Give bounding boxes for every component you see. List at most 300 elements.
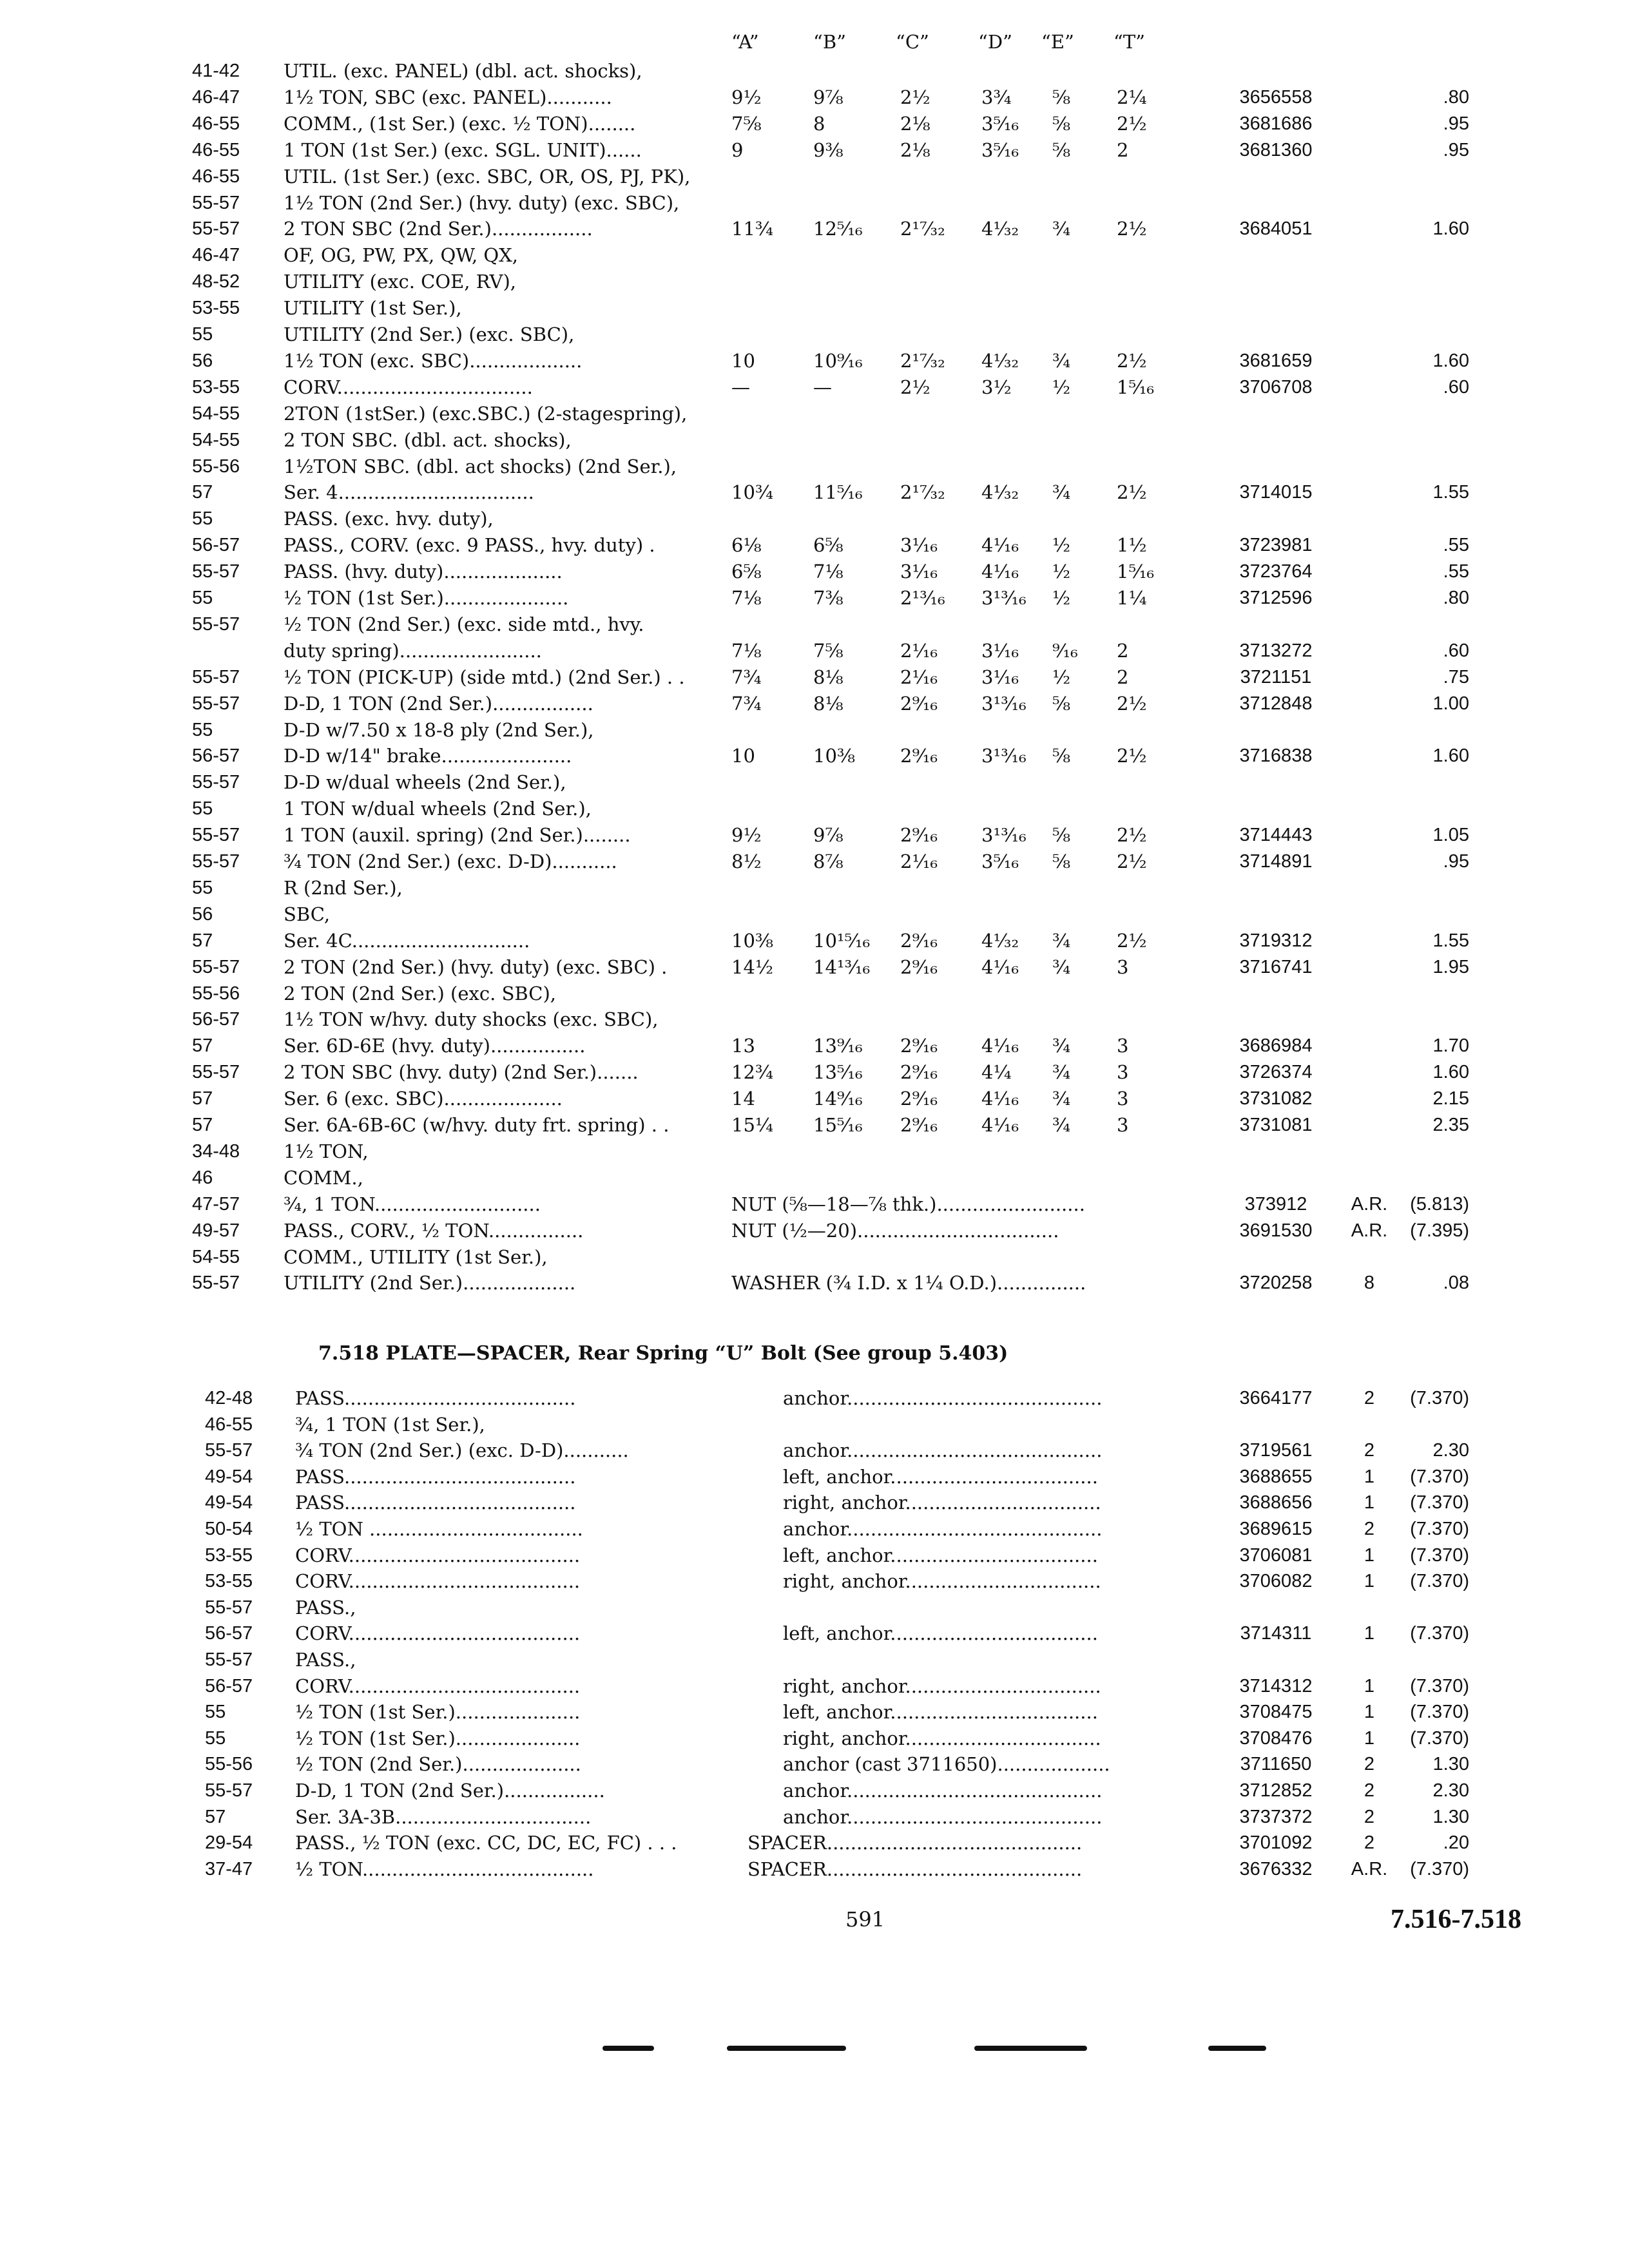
table-row	[0, 559, 1629, 584]
part-number-cell: 3712852	[1239, 1780, 1313, 1801]
application-cell: 2 TON (2nd Ser.) (hvy. duty) (exc. SBC) .	[284, 956, 668, 978]
dim-a-cell: 6⅛	[731, 534, 762, 557]
dim-e-cell: ⅝	[1052, 850, 1071, 872]
table-row	[0, 1412, 1629, 1437]
table-row	[0, 875, 1629, 901]
section-7-518-title: 7.518 PLATE—SPACER, Rear Spring “U” Bolt (See group 5.403)	[318, 1342, 1008, 1365]
application-cell: D-D w/14" brake......................	[284, 745, 572, 767]
dim-a-cell: 11¾	[731, 218, 774, 240]
dim-d-cell: 4¹⁄₃₂	[981, 218, 1019, 240]
years-cell: 49-54	[205, 1492, 253, 1514]
column-header-c: “C”	[896, 31, 929, 53]
part-number-cell: 3716838	[1239, 745, 1313, 767]
part-number-cell: 3706081	[1239, 1544, 1313, 1566]
application-cell: 2 TON SBC (2nd Ser.).................	[284, 218, 593, 240]
dim-a-cell: 7⅛	[731, 587, 762, 609]
application-cell: PASS.......................................	[295, 1387, 576, 1409]
dim-t-cell: 2½	[1117, 692, 1147, 715]
description-cell: right, anchor.................................	[783, 1727, 1101, 1749]
dim-d-cell: 4¹⁄₃₂	[981, 481, 1019, 504]
application-cell: OF, OG, PW, PX, QW, QX,	[284, 244, 519, 267]
dim-e-cell: ⅝	[1052, 86, 1071, 108]
application-cell: Ser. 6 (exc. SBC)....................	[284, 1088, 563, 1110]
table-row	[0, 454, 1629, 479]
years-cell: 55	[192, 508, 213, 530]
years-cell: 55-57	[192, 851, 240, 872]
price-cell: (7.395)	[1410, 1220, 1469, 1241]
application-cell: 1½ TON w/hvy. duty shocks (exc. SBC),	[284, 1008, 659, 1031]
dim-b-cell: 11⁵⁄₁₆	[813, 481, 863, 504]
dim-b-cell: 9⅜	[813, 139, 843, 161]
dim-d-cell: 3¹⁄₁₆	[981, 666, 1019, 688]
table-row	[0, 58, 1629, 84]
years-cell: 53-55	[192, 298, 240, 319]
dim-c-cell: 3¹⁄₁₆	[900, 561, 938, 583]
years-cell: 46-55	[192, 113, 240, 134]
dim-b-cell: —	[813, 376, 832, 398]
dim-e-cell: ¾	[1052, 349, 1071, 372]
price-cell: (7.370)	[1410, 1466, 1469, 1487]
dim-c-cell: 2¹³⁄₁₆	[900, 587, 945, 609]
table-row	[0, 717, 1629, 743]
dim-b-cell: 8⅛	[813, 666, 843, 688]
table-row	[0, 1490, 1629, 1515]
dim-t-cell: 2½	[1117, 745, 1147, 767]
quantity-cell: 1	[1364, 1623, 1375, 1644]
part-number-cell: 3714015	[1239, 482, 1313, 503]
dim-c-cell: 2¹⁄₁₆	[900, 850, 938, 872]
price-cell: (7.370)	[1410, 1623, 1469, 1644]
dim-a-cell: 7⅝	[731, 112, 762, 135]
description-cell: anchor...........................................	[783, 1518, 1103, 1540]
dim-t-cell: 3	[1117, 956, 1129, 978]
price-cell: 1.60	[1432, 745, 1469, 767]
dim-d-cell: 3¹³⁄₁₆	[981, 824, 1027, 847]
dim-t-cell: 2½	[1117, 218, 1147, 240]
years-cell: 41-42	[192, 61, 240, 81]
dim-c-cell: 2¹⁄₁₆	[900, 666, 938, 688]
price-cell: 1.60	[1432, 1062, 1469, 1083]
dim-t-cell: 2¼	[1117, 86, 1147, 108]
table-row	[0, 1244, 1629, 1270]
application-cell: 1½ TON,	[284, 1140, 369, 1162]
application-cell: PASS., CORV., ½ TON................	[284, 1219, 584, 1242]
years-cell: 55	[192, 719, 213, 740]
table-row	[0, 1647, 1629, 1673]
quantity-cell: 2	[1364, 1780, 1375, 1801]
price-cell: .95	[1443, 851, 1469, 872]
dim-d-cell: 3⁵⁄₁₆	[981, 112, 1019, 135]
application-cell: ½ TON (1st Ser.).....................	[295, 1701, 581, 1724]
years-cell: 49-57	[192, 1220, 240, 1241]
years-cell: 55-56	[192, 983, 240, 1004]
table-row	[0, 1270, 1629, 1296]
application-cell: D-D, 1 TON (2nd Ser.).................	[284, 692, 593, 715]
part-number-cell: 3706082	[1239, 1571, 1313, 1592]
part-number-cell: 3719312	[1239, 930, 1313, 951]
description-cell: NUT (⅝—18—⅞ thk.).........................	[731, 1193, 1085, 1215]
quantity-cell: 1	[1364, 1466, 1375, 1487]
dim-b-cell: 15⁵⁄₁₆	[813, 1114, 863, 1136]
dim-d-cell: 4¹⁄₁₆	[981, 1035, 1019, 1057]
dim-e-cell: ⅝	[1052, 112, 1071, 135]
table-row	[0, 1086, 1629, 1111]
dim-t-cell: 2	[1117, 139, 1129, 161]
application-cell: UTIL. (1st Ser.) (exc. SBC, OR, OS, PJ, PK),	[284, 165, 691, 187]
years-cell: 42-48	[205, 1388, 253, 1408]
dim-e-cell: ¾	[1052, 956, 1071, 978]
dim-e-cell: ⅝	[1052, 139, 1071, 161]
table-row	[0, 954, 1629, 980]
part-number-cell: 3726374	[1239, 1062, 1313, 1083]
dim-e-cell: ⅝	[1052, 824, 1071, 847]
table-row	[0, 1620, 1629, 1646]
application-cell: R (2nd Ser.),	[284, 876, 403, 899]
dim-e-cell: ¾	[1052, 1088, 1071, 1110]
part-number-cell: 3714891	[1239, 851, 1313, 872]
table-row	[0, 1725, 1629, 1751]
application-cell: ¾, 1 TON (1st Ser.),	[295, 1413, 485, 1436]
years-cell: 46-47	[192, 245, 240, 266]
years-cell: 57	[192, 1088, 213, 1110]
part-number-cell: 3714443	[1239, 825, 1313, 846]
years-cell: 57	[205, 1806, 226, 1827]
dim-c-cell: 2⁹⁄₁₆	[900, 956, 938, 978]
application-cell: PASS.,	[295, 1649, 356, 1671]
application-cell: PASS.,	[295, 1596, 356, 1619]
dim-t-cell: 2½	[1117, 929, 1147, 952]
price-cell: .20	[1443, 1832, 1469, 1854]
table-row	[0, 137, 1629, 163]
years-cell: 55-57	[192, 956, 240, 977]
part-number-cell: 3714312	[1239, 1675, 1313, 1696]
application-cell: Ser. 6A-6B-6C (w/hvy. duty frt. spring) . .	[284, 1114, 670, 1136]
table-row	[0, 111, 1629, 137]
table-row	[0, 638, 1629, 664]
dim-b-cell: 10¹⁵⁄₁₆	[813, 929, 871, 952]
quantity-cell: 1	[1364, 1675, 1375, 1696]
price-cell: 1.05	[1432, 825, 1469, 846]
column-header-d: “D”	[978, 31, 1012, 53]
table-row	[0, 796, 1629, 822]
application-cell: ½ TON (PICK-UP) (side mtd.) (2nd Ser.) . .	[284, 666, 685, 688]
dim-b-cell: 14¹³⁄₁₆	[813, 956, 871, 978]
part-number-cell: 3711650	[1240, 1754, 1312, 1775]
price-cell: (7.370)	[1410, 1571, 1469, 1592]
dim-a-cell: 13	[731, 1035, 755, 1057]
price-cell: (7.370)	[1410, 1492, 1469, 1514]
application-cell: COMM., UTILITY (1st Ser.),	[284, 1245, 548, 1268]
scan-mark	[974, 2046, 1087, 2051]
dim-e-cell: ⅝	[1052, 692, 1071, 715]
table-row	[0, 849, 1629, 874]
dim-a-cell: 9	[731, 139, 744, 161]
dim-e-cell: ½	[1052, 587, 1071, 609]
description-cell: anchor...........................................	[783, 1805, 1103, 1828]
dim-d-cell: 3¹³⁄₁₆	[981, 587, 1027, 609]
application-cell: D-D, 1 TON (2nd Ser.).................	[295, 1780, 605, 1802]
table-row	[0, 664, 1629, 690]
description-cell: right, anchor.................................	[783, 1675, 1101, 1697]
dim-t-cell: 1⁵⁄₁₆	[1117, 376, 1155, 398]
years-cell: 55-56	[205, 1754, 253, 1775]
price-cell: .55	[1443, 561, 1469, 582]
dim-t-cell: 2	[1117, 639, 1129, 662]
dim-b-cell: 6⅝	[813, 534, 843, 557]
part-number-cell: 3721151	[1240, 666, 1312, 687]
application-cell: UTILITY (1st Ser.),	[284, 297, 462, 320]
price-cell: .55	[1443, 535, 1469, 556]
table-row	[0, 1191, 1629, 1217]
page-number: 591	[845, 1907, 885, 1932]
column-header-e: “E”	[1041, 31, 1074, 53]
table-row	[0, 1595, 1629, 1620]
dim-c-cell: 2¹⁷⁄₃₂	[900, 218, 945, 240]
application-cell: 1 TON (1st Ser.) (exc. SGL. UNIT)......	[284, 139, 642, 161]
table-row	[0, 374, 1629, 400]
column-header-t: “T”	[1113, 31, 1145, 53]
scan-mark	[602, 2046, 654, 2051]
dim-a-cell: 10⅜	[731, 929, 774, 952]
dim-t-cell: 1½	[1117, 534, 1147, 557]
table-row	[0, 190, 1629, 216]
table-row	[0, 1542, 1629, 1568]
application-cell: 1½ TON (2nd Ser.) (hvy. duty) (exc. SBC),	[284, 191, 680, 214]
table-row	[0, 1516, 1629, 1542]
price-cell: (7.370)	[1410, 1858, 1469, 1879]
dim-c-cell: 2¹⁷⁄₃₂	[900, 349, 945, 372]
years-cell: 55-57	[192, 192, 240, 213]
dim-e-cell: ⁹⁄₁₆	[1052, 639, 1078, 662]
dim-t-cell: 3	[1117, 1114, 1129, 1136]
part-number-cell: 3723764	[1239, 561, 1313, 582]
application-cell: ½ TON (1st Ser.).....................	[284, 587, 569, 609]
application-cell: 1 TON w/dual wheels (2nd Ser.),	[284, 798, 592, 820]
years-cell: 56	[192, 350, 213, 371]
dim-a-cell: 7¾	[731, 666, 762, 688]
quantity-cell: A.R.	[1351, 1220, 1388, 1241]
dim-a-cell: 9½	[731, 824, 762, 847]
years-cell: 55-57	[192, 218, 240, 240]
years-cell: 57	[192, 482, 213, 503]
part-number-cell: 3676332	[1239, 1858, 1313, 1879]
years-cell: 55-57	[205, 1597, 253, 1618]
years-cell: 56-57	[192, 745, 240, 767]
dim-b-cell: 13⁵⁄₁₆	[813, 1061, 863, 1084]
application-cell: CORV.......................................	[295, 1544, 581, 1566]
years-cell: 46-55	[192, 166, 240, 187]
description-cell: NUT (½—20)..................................	[731, 1219, 1059, 1242]
part-number-cell: 3664177	[1239, 1388, 1313, 1408]
quantity-cell: 8	[1364, 1273, 1375, 1294]
part-number-cell: 3713272	[1239, 640, 1313, 661]
dim-b-cell: 8⅞	[813, 850, 843, 872]
table-row	[0, 479, 1629, 505]
table-row	[0, 901, 1629, 927]
table-row	[0, 1568, 1629, 1594]
dim-t-cell: 2½	[1117, 349, 1147, 372]
table-row	[0, 1464, 1629, 1490]
application-cell: UTILITY (2nd Ser.)...................	[284, 1272, 576, 1294]
dim-c-cell: 2½	[900, 86, 930, 108]
dim-e-cell: ½	[1052, 534, 1071, 557]
application-cell: 2 TON SBC (hvy. duty) (2nd Ser.).......	[284, 1061, 639, 1084]
dim-a-cell: 14½	[731, 956, 774, 978]
application-cell: 2TON (1stSer.) (exc.SBC.) (2-stagespring),	[284, 402, 688, 425]
quantity-cell: 2	[1364, 1754, 1375, 1775]
dim-a-cell: 12¾	[731, 1061, 774, 1084]
years-cell: 49-54	[205, 1466, 253, 1487]
application-cell: 2 TON SBC. (dbl. act. shocks),	[284, 428, 572, 451]
quantity-cell: 1	[1364, 1702, 1375, 1723]
table-row	[0, 1139, 1629, 1164]
price-cell: 1.55	[1432, 930, 1469, 951]
years-cell: 34-48	[192, 1140, 240, 1162]
years-cell: 55-57	[192, 561, 240, 582]
price-cell: 1.60	[1432, 218, 1469, 240]
description-cell: anchor...........................................	[783, 1780, 1103, 1802]
table-row	[0, 822, 1629, 848]
years-cell: 54-55	[192, 1246, 240, 1267]
application-cell: ½ TON ....................................	[295, 1518, 583, 1540]
dim-c-cell: 2⁹⁄₁₆	[900, 1114, 938, 1136]
years-cell: 55-57	[192, 772, 240, 793]
part-number-cell: 3737372	[1239, 1806, 1313, 1827]
application-cell: PASS., CORV. (exc. 9 PASS., hvy. duty) .	[284, 534, 655, 557]
quantity-cell: 2	[1364, 1388, 1375, 1408]
dim-d-cell: 4¹⁄₁₆	[981, 561, 1019, 583]
dim-t-cell: 2½	[1117, 481, 1147, 504]
application-cell: PASS. (hvy. duty)....................	[284, 561, 563, 583]
dim-b-cell: 7⅜	[813, 587, 843, 609]
dim-e-cell: ⅝	[1052, 745, 1071, 767]
part-number-cell: 3712596	[1239, 588, 1313, 608]
quantity-cell: 1	[1364, 1544, 1375, 1566]
column-header-a: “A”	[731, 31, 759, 53]
price-cell: .60	[1443, 376, 1469, 398]
table-row	[0, 585, 1629, 611]
price-cell: (7.370)	[1410, 1702, 1469, 1723]
dim-a-cell: 10¾	[731, 481, 774, 504]
dim-d-cell: 4¹⁄₃₂	[981, 929, 1019, 952]
dim-c-cell: 2⅛	[900, 139, 930, 161]
table-row	[0, 1699, 1629, 1725]
years-cell: 54-55	[192, 429, 240, 450]
years-cell: 37-47	[205, 1858, 253, 1879]
dim-a-cell: 10	[731, 745, 755, 767]
application-cell: ¾ TON (2nd Ser.) (exc. D-D)...........	[284, 850, 617, 872]
description-cell: anchor...........................................	[783, 1387, 1103, 1409]
description-cell: left, anchor...................................	[783, 1701, 1098, 1724]
price-cell: (7.370)	[1410, 1544, 1469, 1566]
table-row	[0, 928, 1629, 954]
application-cell: ½ TON (2nd Ser.)....................	[295, 1753, 581, 1776]
part-number-cell: 3723981	[1239, 535, 1313, 556]
dim-d-cell: 3¾	[981, 86, 1012, 108]
dim-d-cell: 4¹⁄₃₂	[981, 349, 1019, 372]
dim-t-cell: 1¼	[1117, 587, 1147, 609]
part-number-cell: 3684051	[1239, 218, 1313, 240]
dim-d-cell: 4¼	[981, 1061, 1012, 1084]
dim-t-cell: 3	[1117, 1035, 1129, 1057]
table-row	[0, 1059, 1629, 1085]
part-number-cell: 3691530	[1239, 1220, 1313, 1241]
table-row	[0, 322, 1629, 347]
table-row	[0, 269, 1629, 294]
description-cell: left, anchor...................................	[783, 1622, 1098, 1645]
application-cell: CORV.......................................	[295, 1675, 581, 1697]
dim-d-cell: 3⁵⁄₁₆	[981, 139, 1019, 161]
application-cell: 2 TON (2nd Ser.) (exc. SBC),	[284, 982, 557, 1004]
part-number-cell: 3689615	[1239, 1519, 1313, 1539]
price-cell: 2.30	[1432, 1780, 1469, 1801]
table-row	[0, 532, 1629, 558]
dim-e-cell: ¾	[1052, 1114, 1071, 1136]
dim-c-cell: 2⁹⁄₁₆	[900, 692, 938, 715]
years-cell: 56-57	[192, 535, 240, 556]
quantity-cell: 2	[1364, 1832, 1375, 1854]
years-cell: 56	[192, 903, 213, 925]
application-cell: CORV.......................................	[295, 1570, 581, 1593]
application-cell: Ser. 3A-3B.................................	[295, 1805, 592, 1828]
table-row	[0, 401, 1629, 427]
years-cell: 56-57	[205, 1623, 253, 1644]
dim-c-cell: 2⁹⁄₁₆	[900, 1035, 938, 1057]
years-cell: 55-57	[192, 1062, 240, 1083]
price-cell: 2.15	[1432, 1088, 1469, 1110]
years-cell: 55-57	[205, 1780, 253, 1801]
years-cell: 55-57	[192, 825, 240, 846]
part-number-cell: 3712848	[1239, 693, 1313, 714]
years-cell: 55	[192, 798, 213, 820]
quantity-cell: 1	[1364, 1571, 1375, 1592]
dim-b-cell: 10⅜	[813, 745, 856, 767]
years-cell: 57	[192, 1115, 213, 1135]
dim-d-cell: 3¹⁄₁₆	[981, 639, 1019, 662]
dim-d-cell: 4¹⁄₁₆	[981, 956, 1019, 978]
years-cell: 53-55	[205, 1544, 253, 1566]
years-cell: 56-57	[205, 1675, 253, 1696]
column-header-b: “B”	[813, 31, 846, 53]
dim-d-cell: 4¹⁄₁₆	[981, 1088, 1019, 1110]
part-number-cell: 3714311	[1240, 1623, 1312, 1644]
table-row	[0, 1751, 1629, 1777]
price-cell: .95	[1443, 139, 1469, 160]
application-cell: 1½ TON (exc. SBC)...................	[284, 349, 583, 372]
table-row	[0, 611, 1629, 637]
dim-a-cell: 15¼	[731, 1114, 774, 1136]
price-cell: .75	[1443, 666, 1469, 687]
part-number-cell: 3701092	[1239, 1832, 1313, 1854]
years-cell: 55-57	[205, 1440, 253, 1461]
price-cell: .80	[1443, 86, 1469, 108]
part-number-cell: 3688655	[1239, 1466, 1313, 1487]
dim-b-cell: 14⁹⁄₁₆	[813, 1088, 863, 1110]
table-row	[0, 743, 1629, 769]
application-cell: 1 TON (auxil. spring) (2nd Ser.)........	[284, 824, 631, 847]
dim-t-cell: 2	[1117, 666, 1129, 688]
part-number-cell: 3731082	[1239, 1088, 1313, 1110]
part-number-cell: 3688656	[1239, 1492, 1313, 1514]
price-cell: .60	[1443, 640, 1469, 661]
description-cell: right, anchor.................................	[783, 1570, 1101, 1593]
price-cell: (7.370)	[1410, 1727, 1469, 1749]
application-cell: UTILITY (exc. COE, RV),	[284, 271, 517, 293]
part-number-cell: 373912	[1244, 1193, 1307, 1215]
part-number-cell: 3656558	[1239, 86, 1313, 108]
years-cell: 46-47	[192, 86, 240, 108]
table-row	[0, 1033, 1629, 1059]
